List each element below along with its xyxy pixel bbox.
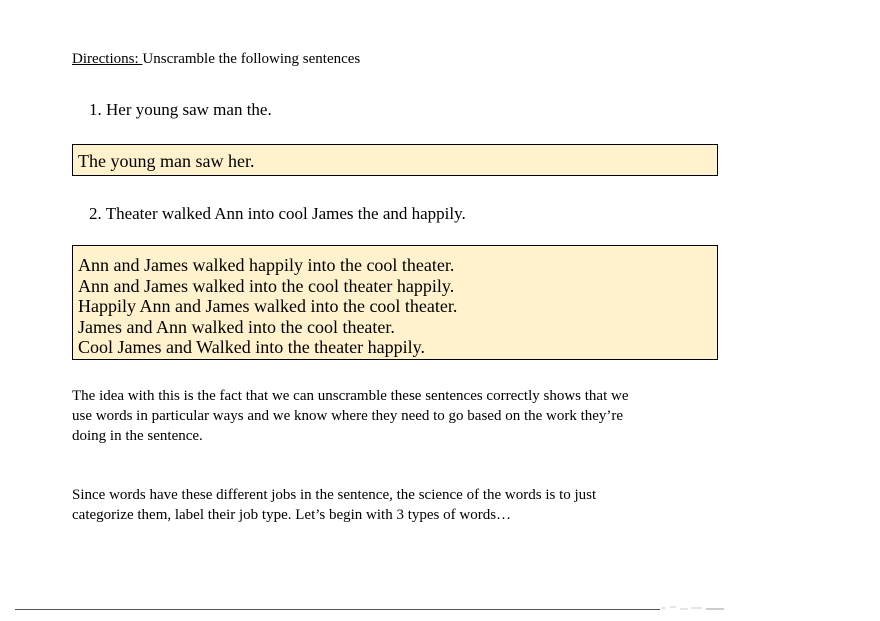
- answer-box-1: [72, 144, 718, 176]
- footer-rule: [15, 609, 660, 610]
- directions: [72, 51, 360, 68]
- explanation-paragraph: The idea with this is the fact that we can unscramble these sentences correctly shows that we use words in particular ways and we know where they need to go based on the work they’re doing in the sentence.: [72, 388, 629, 444]
- answer-line: Happily Ann and James walked into the cool theater.: [78, 296, 458, 316]
- directions-text: Unscramble the following sentences: [142, 51, 361, 67]
- question-2: [89, 204, 466, 224]
- answer-line: Ann and James walked into the cool theater happily.: [78, 275, 455, 296]
- answer-line: Cool James and Walked into the theater happily.: [78, 337, 425, 357]
- answer-line: The young man saw her.: [78, 151, 255, 171]
- footer-mark: [662, 605, 724, 611]
- answer-line: Ann and James walked happily into the cool theater.: [78, 255, 455, 275]
- answer-line: James and Ann walked into the cool theater.: [78, 316, 395, 337]
- question-number: 1.: [89, 100, 102, 119]
- question-number: 2.: [89, 204, 102, 223]
- question-1: [89, 100, 272, 120]
- intro-paragraph: Since words have these different jobs in the sentence, the science of the words is to just categorize them, label their job type. Let’s begin with 3 types of words…: [72, 487, 597, 523]
- answer-box-2: [72, 245, 718, 360]
- question-prompt: Her young saw man the.: [106, 100, 272, 119]
- question-prompt: Theater walked Ann into cool James the and happily.: [105, 204, 466, 223]
- directions-label: Directions:: [72, 51, 143, 67]
